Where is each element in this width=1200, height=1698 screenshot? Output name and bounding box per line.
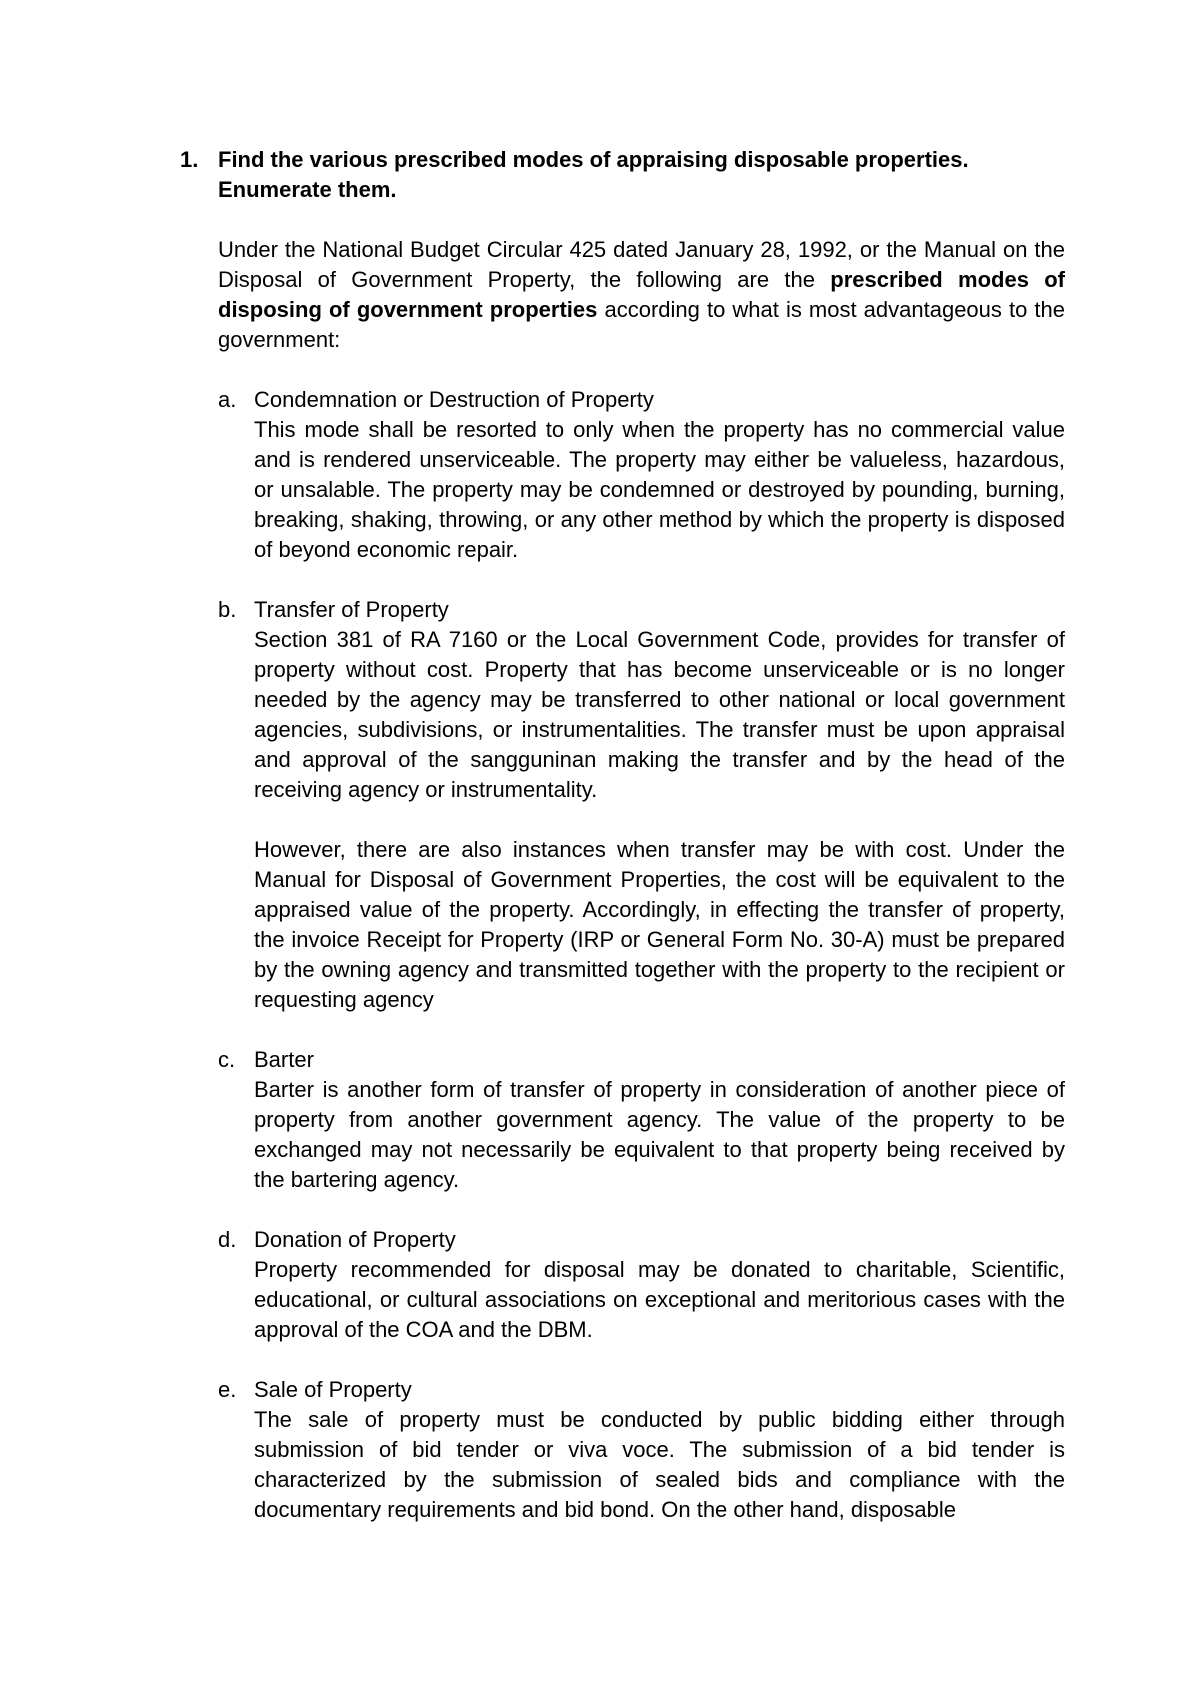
question-number: 1. [180,147,199,172]
intro-paragraph [218,235,1065,355]
list-item [218,385,1065,565]
list-item-title: Condemnation or Destruction of Property [254,387,654,412]
list-item-title: Transfer of Property [254,597,449,622]
modes-list [218,385,1065,1555]
question-text: Find the various prescribed modes of appraising disposable properties. Enumerate them. [218,147,969,202]
list-item-letter: b. [218,597,237,622]
list-item [218,1225,1065,1345]
intro-text: Under the National Budget Circular 425 dated January 28, 1992, or the Manual on the Disposal of Government Property, the following are the [218,237,1065,292]
list-item-title: Sale of Property [254,1377,412,1402]
intro-text-end: according to what is most advantageous to the government: [218,297,1065,352]
list-item-paragraph: Barter is another form of transfer of property in consideration of another piece of property from another government agency. The value of the property to be exchanged may not necessarily be equivalent to that property being received by the bartering agency. [254,1077,1065,1192]
list-item-paragraph: Section 381 of RA 7160 or the Local Government Code, provides for transfer of property without cost. Property that has become unserviceable or is no longer needed by the agency may be transferred to other national or local government agencies, subdivisions, or instrumentalities. The transfer must be upon appraisal and approval of the sangguninan making the transfer and by the head of the receiving agency or instrumentality. [254,627,1065,802]
list-item-letter: c. [218,1047,236,1072]
list-item [218,595,1065,1015]
list-item-letter: e. [218,1377,237,1402]
list-item-paragraph: This mode shall be resorted to only when the property has no commercial value and is rendered unserviceable. The property may either be valueless, hazardous, or unsalable. The property may be condemned or destroyed by pounding, burning, breaking, shaking, throwing, or any other method by which the property is disposed of beyond economic repair. [254,417,1065,562]
list-item-paragraph: However, there are also instances when transfer may be with cost. Under the Manual for Disposal of Government Properties, the cost will be equivalent to the appraised value of the property. Accordingly, in effecting the transfer of property, the invoice Receipt for Property (IRP or General Form No. 30-A) must be prepared by the owning agency and transmitted together with the property to the recipient or requesting agency [254,837,1065,1012]
list-item-letter: a. [218,387,237,412]
list-item [218,1045,1065,1195]
question-heading [180,145,1065,205]
intro-bold-text: prescribed modes of disposing of government properties [218,267,1065,322]
list-item [218,1375,1065,1525]
list-item-paragraph: The sale of property must be conducted by public bidding either through submission of bid tender or viva voce. The submission of a bid tender is characterized by the submission of sealed bids and compliance with the documentary requirements and bid bond. On the other hand, disposable [254,1407,1065,1522]
list-item-letter: d. [218,1227,237,1252]
list-item-paragraph: Property recommended for disposal may be donated to charitable, Scientific, educational, or cultural associations on exceptional and meritorious cases with the approval of the COA and the DBM. [254,1257,1065,1342]
list-item-title: Barter [254,1047,314,1072]
list-item-title: Donation of Property [254,1227,456,1252]
